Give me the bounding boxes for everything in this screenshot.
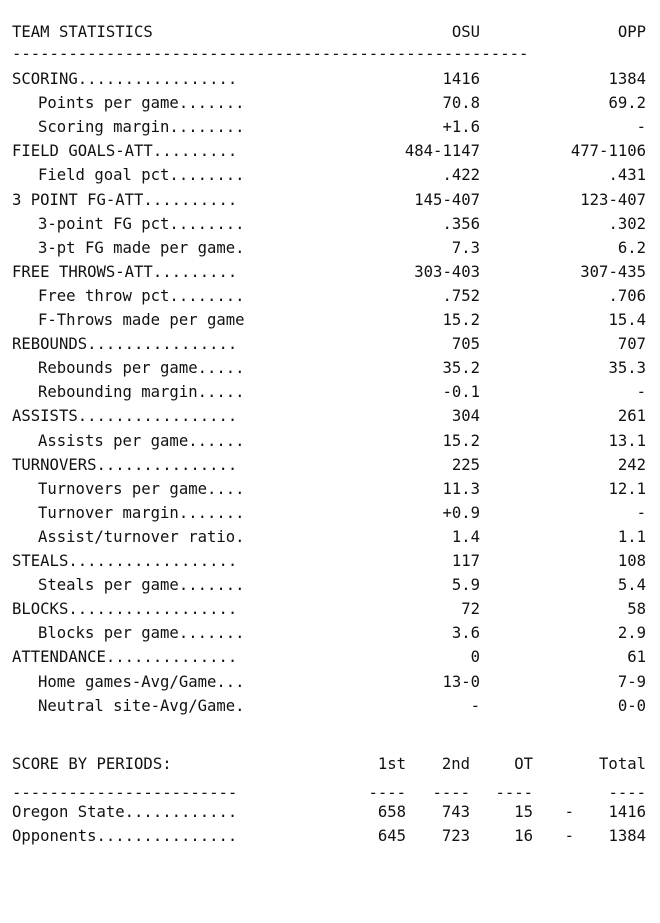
- stat-opp-value: 7-9: [617, 672, 646, 691]
- stat-row: [0, 236, 660, 260]
- stat-opp-value: 707: [617, 335, 646, 354]
- stat-label: ASSISTS.................: [12, 407, 238, 426]
- period-total-value: 1384: [608, 827, 646, 845]
- stat-opp-value: 261: [617, 407, 646, 426]
- stat-opp-value: 12.1: [608, 479, 646, 498]
- period-header-1st: 1st: [377, 755, 406, 773]
- period-ot-value: 15: [514, 803, 533, 821]
- stat-row: [0, 621, 660, 645]
- stat-label: 3-pt FG made per game.: [38, 238, 245, 257]
- stat-opp-value: 242: [617, 455, 646, 474]
- stat-label: Field goal pct........: [38, 166, 245, 185]
- stat-opp-value: 15.4: [608, 311, 646, 329]
- stat-opp-value: .302: [608, 214, 646, 233]
- stat-label: Steals per game.......: [38, 576, 245, 595]
- stat-row: [0, 91, 660, 115]
- stat-label: Turnover margin.......: [38, 503, 245, 522]
- stat-opp-value: .431: [608, 166, 646, 185]
- stat-row: [0, 645, 660, 669]
- stat-opp-value: -: [636, 118, 646, 137]
- stat-osu-value: 1.4: [451, 527, 480, 546]
- stat-label: Scoring margin........: [38, 118, 245, 137]
- stat-opp-value: 1.1: [617, 527, 646, 546]
- stat-row: [0, 284, 660, 308]
- stat-osu-value: 484-1147: [404, 142, 480, 161]
- stat-opp-value: 13.1: [608, 431, 646, 450]
- stat-label: ATTENDANCE..............: [12, 648, 238, 667]
- stat-opp-value: 5.4: [617, 576, 646, 595]
- period-total-value: 1416: [608, 803, 646, 821]
- stat-row: [0, 163, 660, 187]
- period-header-total: Total: [599, 755, 646, 773]
- stat-label: REBOUNDS................: [12, 335, 238, 354]
- stat-label: Neutral site-Avg/Game.: [38, 696, 245, 715]
- stat-osu-value: 145-407: [414, 190, 480, 209]
- stat-opp-value: 2.9: [617, 624, 646, 643]
- stat-row: [0, 501, 660, 525]
- periods-rule-2nd: ----: [432, 784, 470, 802]
- period-team: Opponents...............: [12, 827, 238, 845]
- stat-osu-value: 7.3: [451, 238, 480, 257]
- header-rule: [0, 44, 660, 64]
- stat-label: 3-point FG pct........: [38, 214, 245, 233]
- stat-osu-value: 15.2: [442, 431, 480, 450]
- stat-opp-value: 35.3: [608, 359, 646, 378]
- stat-osu-value: .422: [442, 166, 480, 185]
- stat-osu-value: 5.9: [451, 576, 480, 595]
- stat-osu-value: 11.3: [442, 479, 480, 498]
- stat-osu-value: 0: [470, 648, 480, 667]
- column-header-opp: OPP: [617, 23, 646, 41]
- stat-row: [0, 404, 660, 428]
- period-ot-value: 16: [514, 827, 533, 845]
- stat-label: Assist/turnover ratio.: [38, 527, 245, 546]
- stat-row: [0, 429, 660, 453]
- stat-row: [0, 525, 660, 549]
- stat-opp-value: .706: [608, 286, 646, 305]
- stat-opp-value: 58: [627, 600, 646, 619]
- period-1st-value: 645: [377, 827, 406, 845]
- stat-label: Turnovers per game....: [38, 479, 245, 498]
- periods-rule-ot: ----: [495, 784, 533, 802]
- stat-osu-value: 72: [461, 600, 480, 619]
- stat-opp-value: 108: [617, 552, 646, 570]
- stat-opp-value: -: [636, 383, 646, 402]
- stat-label: Rebounding margin.....: [38, 383, 245, 402]
- stat-row: [0, 477, 660, 501]
- stat-row: [0, 212, 660, 236]
- stat-label: TURNOVERS...............: [12, 455, 238, 474]
- stat-osu-value: 117: [451, 552, 480, 570]
- stat-row: [0, 332, 660, 356]
- header-rule-text: -------------------------------------------------------: [12, 45, 529, 63]
- stat-row: [0, 188, 660, 212]
- stat-osu-value: 35.2: [442, 359, 480, 378]
- stat-row: [0, 356, 660, 380]
- stat-row: [0, 260, 660, 284]
- period-row: [0, 800, 660, 824]
- stat-row: [0, 453, 660, 477]
- stat-osu-value: 705: [451, 335, 480, 354]
- stat-label: Rebounds per game.....: [38, 359, 245, 378]
- period-separator: -: [564, 827, 574, 845]
- period-2nd-value: 723: [441, 827, 470, 845]
- stat-osu-value: 13-0: [442, 672, 480, 691]
- stat-row: [0, 139, 660, 163]
- stat-osu-value: 70.8: [442, 94, 480, 113]
- stat-label: Assists per game......: [38, 431, 245, 450]
- stat-label: FREE THROWS-ATT.........: [12, 262, 238, 281]
- stat-label: SCORING.................: [12, 70, 238, 88]
- stat-label: Free throw pct........: [38, 286, 245, 305]
- periods-header-row: [0, 752, 660, 776]
- stats-title: TEAM STATISTICS: [12, 23, 153, 41]
- stat-osu-value: 303-403: [414, 262, 480, 281]
- stat-osu-value: +1.6: [442, 118, 480, 137]
- stat-row: [0, 549, 660, 573]
- stat-row: [0, 670, 660, 694]
- periods-rule-1st: ----: [368, 784, 406, 802]
- stat-row: [0, 308, 660, 332]
- stat-label: Points per game.......: [38, 94, 245, 113]
- stat-row: [0, 115, 660, 139]
- period-separator: -: [564, 803, 574, 821]
- stat-osu-value: 1416: [442, 70, 480, 88]
- stat-osu-value: 225: [451, 455, 480, 474]
- stat-osu-value: -: [470, 696, 480, 715]
- period-2nd-value: 743: [441, 803, 470, 821]
- stat-row: [0, 573, 660, 597]
- stat-osu-value: 304: [451, 407, 480, 426]
- stat-osu-value: 3.6: [451, 624, 480, 643]
- stat-label: STEALS..................: [12, 552, 238, 570]
- stat-label: Blocks per game.......: [38, 624, 245, 643]
- stat-row: [0, 67, 660, 91]
- stat-osu-value: 15.2: [442, 311, 480, 329]
- stat-osu-value: .752: [442, 286, 480, 305]
- stat-row: [0, 597, 660, 621]
- stat-osu-value: -0.1: [442, 383, 480, 402]
- stat-opp-value: 1384: [608, 70, 646, 88]
- period-team: Oregon State............: [12, 803, 238, 821]
- stat-opp-value: 123-407: [580, 190, 646, 209]
- period-1st-value: 658: [377, 803, 406, 821]
- stat-osu-value: .356: [442, 214, 480, 233]
- stat-opp-value: 6.2: [617, 238, 646, 257]
- stat-label: BLOCKS..................: [12, 600, 238, 619]
- period-header-2nd: 2nd: [441, 755, 470, 773]
- stat-opp-value: -: [636, 503, 646, 522]
- period-row: [0, 824, 660, 848]
- stat-opp-value: 0-0: [617, 696, 646, 715]
- stats-header-row: [0, 20, 660, 44]
- period-header-ot: OT: [514, 755, 533, 773]
- stat-opp-value: 69.2: [608, 94, 646, 113]
- periods-rule-label: ------------------------: [12, 784, 238, 802]
- stat-label: Home games-Avg/Game...: [38, 672, 245, 691]
- stat-label: F-Throws made per game: [38, 311, 245, 329]
- stat-label: 3 POINT FG-ATT..........: [12, 190, 238, 209]
- column-header-osu: OSU: [451, 23, 480, 41]
- periods-title: SCORE BY PERIODS:: [12, 755, 172, 773]
- stat-opp-value: 477-1106: [570, 142, 646, 161]
- stat-row: [0, 694, 660, 718]
- stat-opp-value: 61: [627, 648, 646, 667]
- stat-opp-value: 307-435: [580, 262, 646, 281]
- periods-rule-total: ----: [608, 784, 646, 802]
- stat-row: [0, 380, 660, 404]
- stat-label: FIELD GOALS-ATT.........: [12, 142, 238, 161]
- stat-osu-value: +0.9: [442, 503, 480, 522]
